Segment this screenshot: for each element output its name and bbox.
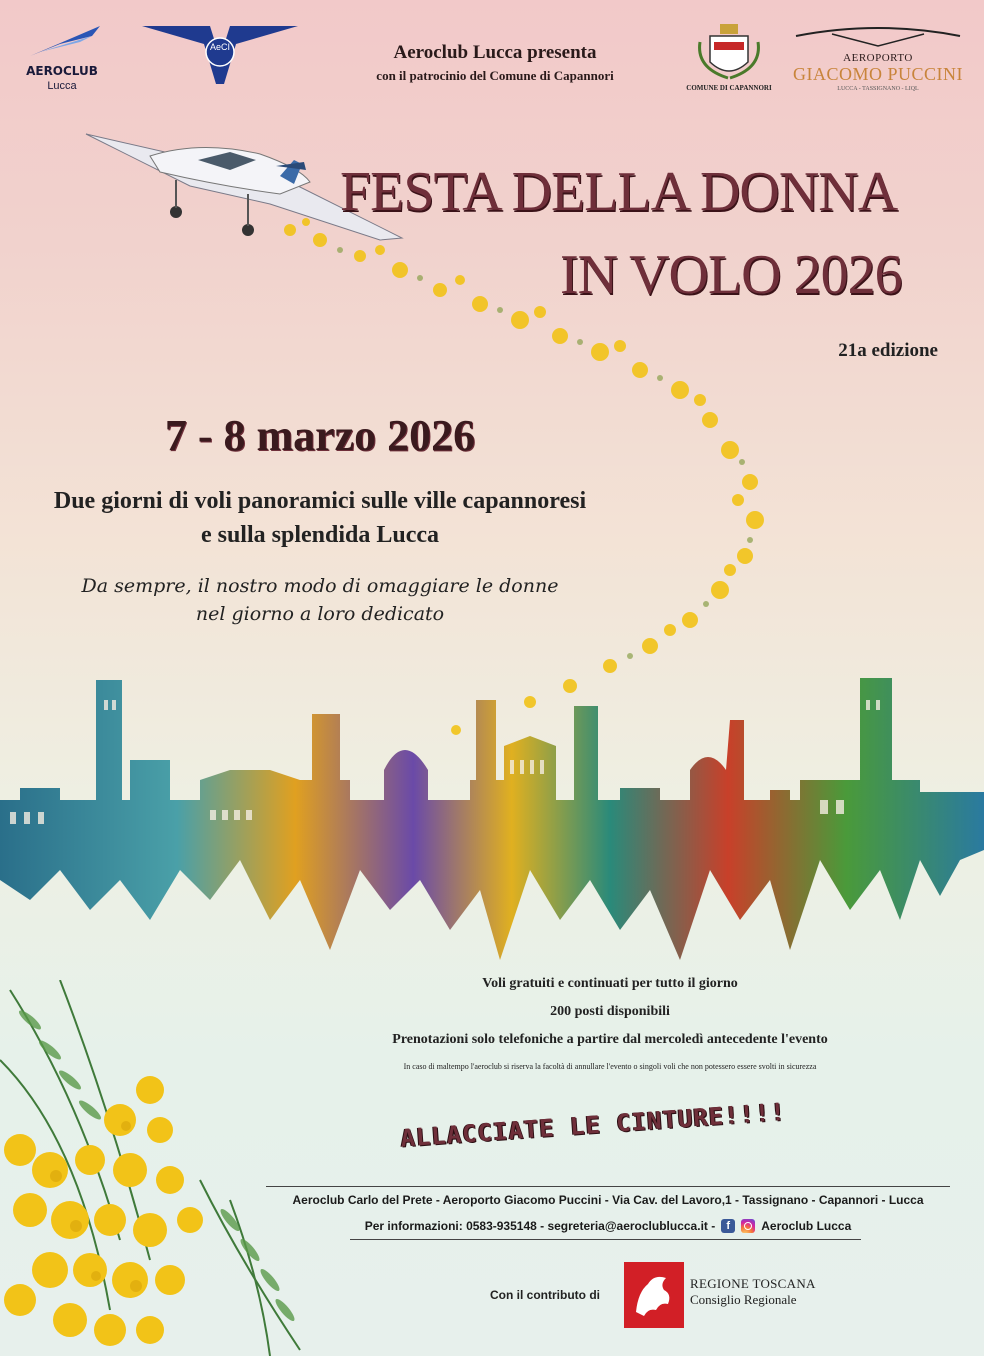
region-council: Consiglio Regionale: [690, 1292, 797, 1307]
patronage-line: con il patrocinio del Comune di Capannori: [376, 68, 614, 83]
event-dates: 7 - 8 marzo 2026: [164, 411, 476, 460]
event-motto: [60, 572, 580, 628]
main-title-line2: IN VOLO 2026: [560, 244, 902, 306]
motto-line2: nel giorno a loro dedicato: [195, 603, 445, 625]
comune-capannori-crest: [684, 22, 774, 96]
comune-caption: COMUNE DI CAPANNORI: [686, 84, 772, 92]
edition-label: 21a edizione: [838, 340, 938, 361]
aeroclub-plane-icon: [20, 22, 110, 64]
contacts-address: Aeroclub Carlo del Prete - Aeroporto Giacomo Puccini - Via Cav. del Lavoro,1 - Tassignano - Capannori - Lucca: [292, 1193, 924, 1207]
aeroclub-lucca-logo: [20, 22, 110, 92]
aeci-logo-text: AeCI: [209, 42, 231, 52]
event-subtitle: [10, 484, 630, 552]
info-seats: 200 posti disponibili: [550, 1004, 670, 1019]
social-handle[interactable]: Aeroclub Lucca: [761, 1219, 852, 1233]
info-weather-disclaimer: In caso di maltempo l'aeroclub si riserva la facoltà di annullare l'evento o singoli voli che non potessero essere svolti in sicurezza: [403, 1062, 817, 1071]
aeroclub-logo-city: Lucca: [47, 80, 77, 92]
contacts-divider-bottom: [350, 1239, 861, 1240]
contacts-info-row: [260, 1213, 956, 1239]
airport-logo-line1: AEROPORTO: [843, 52, 913, 64]
regione-toscana-logo-icon: [624, 1262, 684, 1328]
region-name: REGIONE TOSCANA: [690, 1276, 816, 1291]
motto-line1: Da sempre, il nostro modo di omaggiare le donne: [81, 575, 559, 597]
subtitle-line1: Due giorni di voli panoramici sulle ville capannoresi: [53, 488, 587, 514]
presenter-block: [330, 42, 660, 84]
regione-toscana-text: [690, 1276, 816, 1308]
slogan: ALLACCIATE LE CINTURE!!!!: [399, 1097, 787, 1153]
info-free-flights: Voli gratuiti e continuati per tutto il giorno: [482, 976, 738, 991]
crest-icon: [684, 22, 774, 82]
info-booking: Prenotazioni solo telefoniche a partire dal mercoledì antecedente l'evento: [392, 1032, 828, 1047]
contacts-phone-email[interactable]: Per informazioni: 0583-935148 - segreteria@aeroclublucca.it -: [364, 1219, 716, 1233]
mimosa-bouquet-illustration: [0, 980, 320, 1356]
aeroclub-logo-name: AEROCLUB: [26, 64, 98, 78]
airport-logo: [792, 22, 964, 94]
subtitle-line2: e sulla splendida Lucca: [200, 522, 440, 548]
instagram-icon[interactable]: [741, 1219, 755, 1233]
airport-logo-line3: LUCCA - TASSIGNANO - LIQL: [837, 86, 919, 92]
airport-logo-line2: GIACOMO PUCCINI: [792, 64, 963, 84]
event-info: [330, 976, 890, 1071]
airport-roof-icon: [792, 22, 964, 52]
contribution-label: Con il contributo di: [490, 1288, 600, 1302]
facebook-icon[interactable]: f: [721, 1219, 735, 1233]
presenter-line: Aeroclub Lucca presenta: [393, 42, 597, 63]
aeci-eagle-icon: [140, 18, 300, 88]
contacts-block: [260, 1186, 956, 1240]
lucca-skyline-illustration: [0, 660, 984, 990]
aeci-logo: [140, 18, 300, 88]
main-title-line1: FESTA DELLA DONNA: [340, 161, 898, 223]
